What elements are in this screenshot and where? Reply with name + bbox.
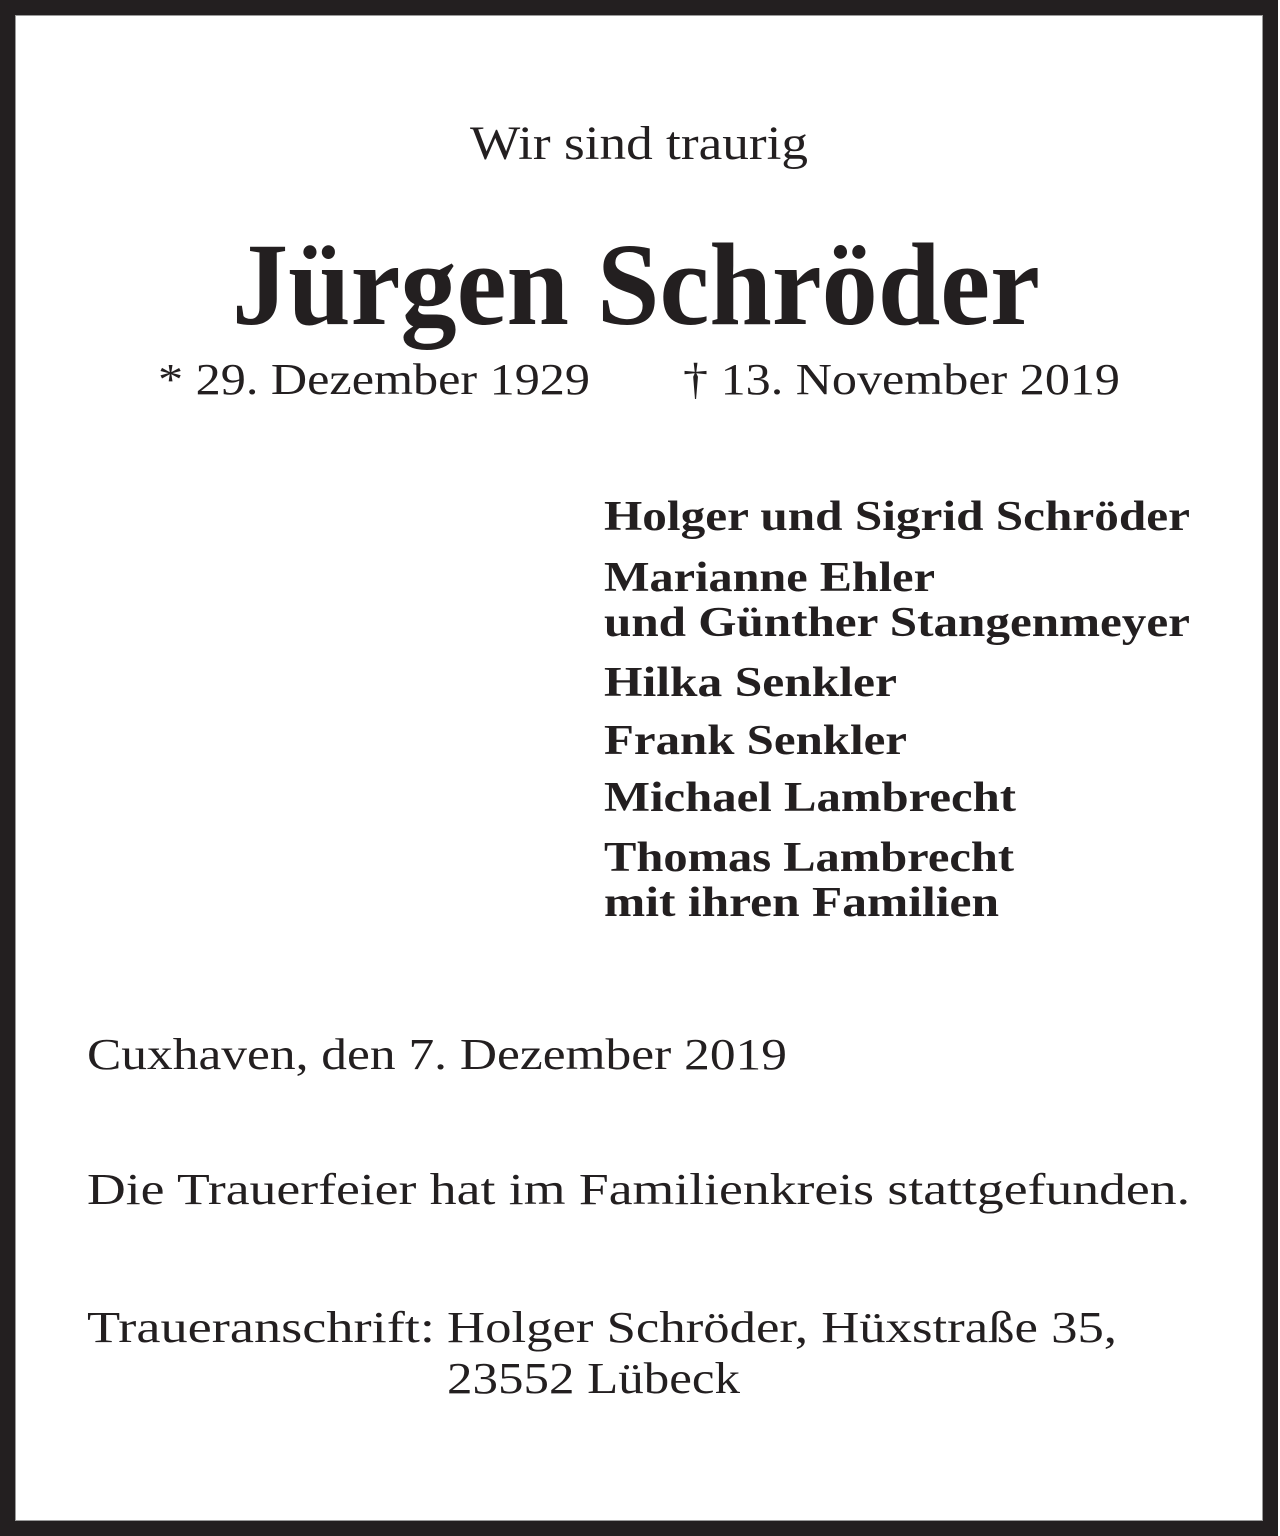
- mourner-line: Hilka Senkler: [604, 660, 897, 706]
- mourner-line: mit ihren Familien: [604, 880, 999, 926]
- address-line-2: 23552 Lübeck: [447, 1354, 740, 1403]
- place-date: Cuxhaven, den 7. Dezember 2019: [87, 1030, 787, 1079]
- mourner-line: Holger und Sigrid Schröder: [604, 494, 1190, 540]
- address-line-1: Holger Schröder, Hüxstraße 35,: [447, 1303, 1117, 1352]
- mourner-line: und Günther Stangenmeyer: [604, 600, 1190, 646]
- mourner-line: Michael Lambrecht: [604, 775, 1016, 821]
- intro-text: Wir sind traurig: [470, 117, 808, 170]
- mourner-line: Thomas Lambrecht: [604, 835, 1014, 881]
- mourner-line: Marianne Ehler: [604, 555, 935, 601]
- mourner-line: Frank Senkler: [604, 718, 907, 764]
- address-label: Traueranschrift:: [87, 1303, 435, 1352]
- funeral-note: Die Trauerfeier hat im Familienkreis stattgefunden.: [87, 1165, 1190, 1214]
- death-date: † 13. November 2019: [683, 355, 1120, 404]
- birth-date: * 29. Dezember 1929: [158, 355, 590, 404]
- deceased-name: Jürgen Schröder: [232, 219, 1040, 350]
